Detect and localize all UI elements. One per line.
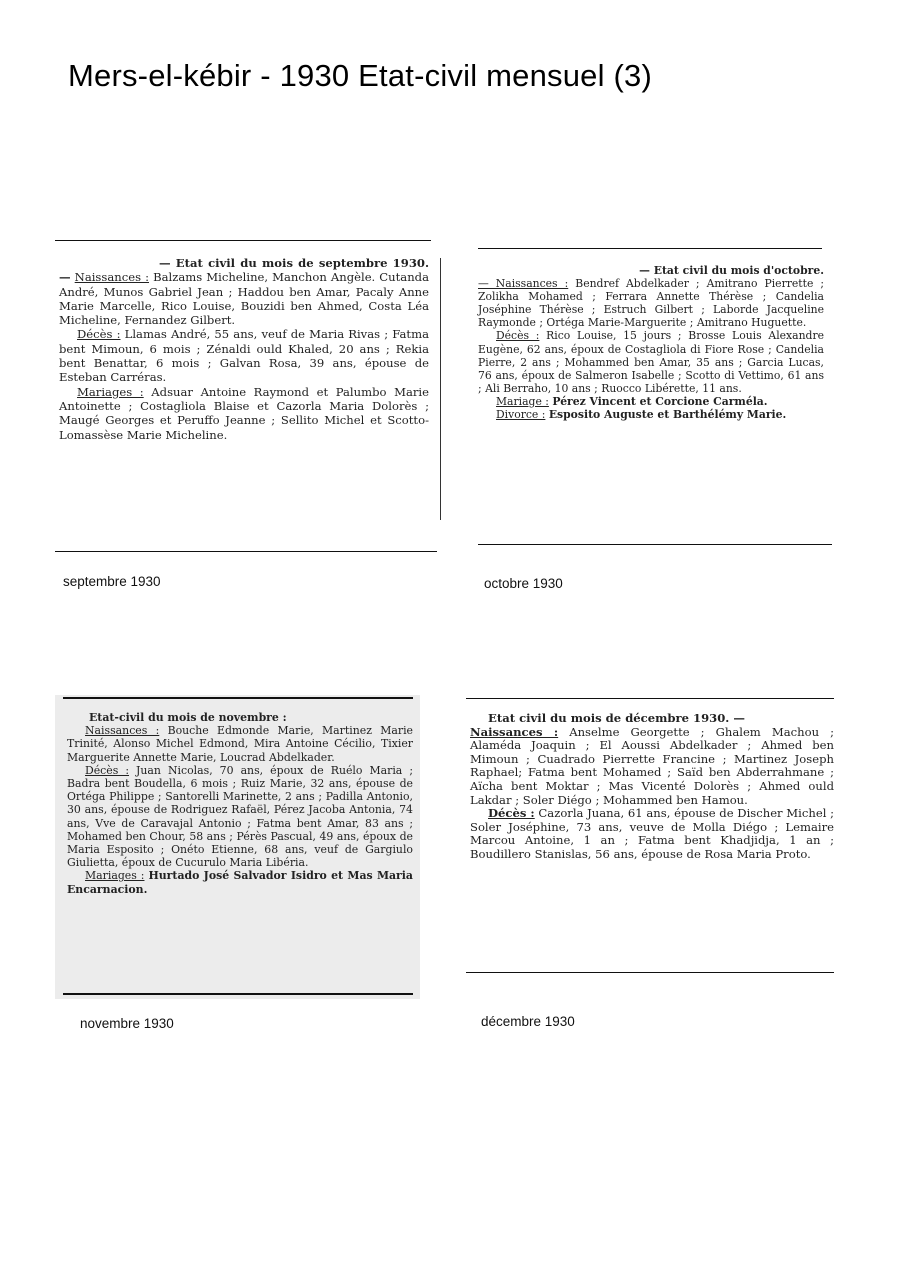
- page-title: Mers-el-kébir - 1930 Etat-civil mensuel (3): [68, 58, 652, 93]
- clipping-body: [59, 256, 429, 442]
- section-text-deces: Rico Louise, 15 jours ; Brosse Louis Alexandre Eugène, 62 ans, époux de Costagliola di Fiore Rose ; Candelia Pierre, 2 ans ; Mohammed ben Amar, 35 ans ; Garcia Lucas, 76 ans, époux de Salmeron Isabelle ; Scotto di Vettimo, 61 ans ; Ali Berraho, 10 ans ; Ruocco Libérette, 11 ans.: [478, 329, 824, 395]
- clipping-heading: — Etat civil du mois d'octobre.: [639, 264, 824, 277]
- section-label-divorce: Divorce :: [496, 408, 546, 422]
- section-label-mariages: Mariages :: [77, 384, 144, 399]
- section-text-deces: Llamas André, 55 ans, veuf de Maria Rivas ; Fatma bent Mimoun, 6 mois ; Zénaldi ould Khaled, 20 ans ; Rekia bent Benattar, 6 mois ; Galvan Rosa, 39 ans, épouse de Esteban Carréras.: [59, 327, 429, 385]
- clipping-heading: Etat-civil du mois de novembre :: [89, 711, 287, 724]
- section-label-naissances: Naissances :: [85, 724, 160, 738]
- section-text-mariages: Hurtado José Salvador Isidro et Mas Maria Encarnacion.: [67, 869, 413, 896]
- clipping-novembre: [55, 695, 420, 999]
- section-label-naissances: — Naissances :: [478, 277, 569, 291]
- clipping-body: [478, 264, 824, 421]
- clipping-body: [67, 711, 413, 896]
- section-label-mariage: Mariage :: [496, 394, 549, 408]
- clipping-body: [470, 712, 834, 862]
- section-text-divorce: Esposito Auguste et Barthélémy Marie.: [548, 408, 787, 422]
- section-text-naissances: Balzams Micheline, Manchon Angèle. Cutanda André, Munos Gabriel Jean ; Haddou ben Amar, Pacaly Anne Marie Marcelle, Rico Louise, Bouzidi ben Ahmed, Costa Léa Micheline, Fernandez Gilbert.: [59, 270, 430, 328]
- clipping-heading: — Etat civil du mois de septembre 1930. —: [59, 256, 429, 285]
- section-text-deces: Cazorla Juana, 61 ans, épouse de Discher Michel ; Soler Joséphine, 73 ans, veuve de Molla Diégo ; Lemaire Marcou Antoine, 1 an ; Fatma bent Khadjidja, 1 an ; Boudillero Stanislas, 56 ans, épouse de Rosa Maria Proto.: [470, 806, 834, 861]
- column-divider: [440, 258, 441, 520]
- top-rule: [478, 248, 822, 249]
- section-text-naissances: Bouche Edmonde Marie, Martinez Marie Trinité, Alonso Michel Edmond, Mira Antoine Cécilio, Tixier Marguerite Annette Marie, Loucrad Abdelkader.: [67, 724, 413, 764]
- bottom-rule: [55, 551, 437, 552]
- caption-octobre: octobre 1930: [484, 576, 563, 591]
- caption-septembre: septembre 1930: [63, 574, 161, 589]
- section-text-deces: Juan Nicolas, 70 ans, époux de Ruélo Maria ; Badra bent Boudella, 6 mois ; Ruiz Marie, 32 ans, épouse de Ortéga Philippe ; Santorelli Marinette, 2 ans ; Padilla Antonio, 30 ans, épouse de Rodriguez Rafaël, Pérez Jacoba Antonia, 74 ans, Vve de Caravajal Antonio ; Fatma bent Amar, 83 ans ; Mohamed ben Chour, 58 ans ; Pérès Pascual, 49 ans, époux de Maria Esposito ; Onéto Etienne, 68 ans, veuf de Gargiulo Giulietta, époux de Cucurulo Maria Libéria.: [67, 763, 413, 870]
- section-text-naissances: Bendref Abdelkader ; Amitrano Pierrette ; Zolikha Mohamed ; Ferrara Annette Thérèse ; Candelia Joséphine Thérèse ; Estruch Gilbert ; Laborde Jacqueline Raymonde ; Ortéga Marie-Marguerite ; Amitrano Huguette.: [478, 277, 824, 330]
- clipping-heading: Etat civil du mois de décembre 1930. —: [488, 711, 745, 725]
- caption-novembre: novembre 1930: [80, 1016, 174, 1031]
- section-label-naissances: Naissances :: [470, 724, 559, 739]
- section-label-naissances: Naissances :: [74, 270, 149, 285]
- bottom-rule: [63, 993, 413, 995]
- section-label-deces: Décès :: [77, 327, 121, 342]
- section-text-naissances: Anselme Georgette ; Ghalem Machou ; Alaméda Joaquin ; El Aoussi Abdelkader ; Ahmed ben Mimoun ; Cuadrado Pierrette Francine ; Martinez Joseph Raphael; Fatma bent Mohamed ; Saïd ben Abderrahmane ; Aïcha bent Moktar ; Mas Vicenté Dolorès ; Ahmed ould Lakdar ; Soler Diégo ; Mohammed ben Hamou.: [470, 724, 835, 807]
- top-rule: [466, 698, 834, 699]
- section-text-mariages: Adsuar Antoine Raymond et Palumbo Marie Antoinette ; Costagliola Blaise et Cazorla Maria Dolorès ; Maugé Georges et Peruffo Jeanne ; Sellito Michel et Scotto-Lomassèse Marie Micheline.: [59, 384, 429, 442]
- caption-decembre: décembre 1930: [481, 1014, 575, 1029]
- bottom-rule: [478, 544, 832, 545]
- top-rule: [63, 697, 413, 699]
- section-label-mariages: Mariages :: [85, 869, 145, 883]
- bottom-rule: [466, 972, 834, 973]
- section-label-deces: Décès :: [488, 806, 535, 821]
- section-label-deces: Décès :: [85, 763, 130, 777]
- section-text-mariage: Pérez Vincent et Corcione Carméla.: [552, 394, 768, 408]
- section-label-deces: Décès :: [496, 329, 540, 343]
- top-rule: [55, 240, 431, 241]
